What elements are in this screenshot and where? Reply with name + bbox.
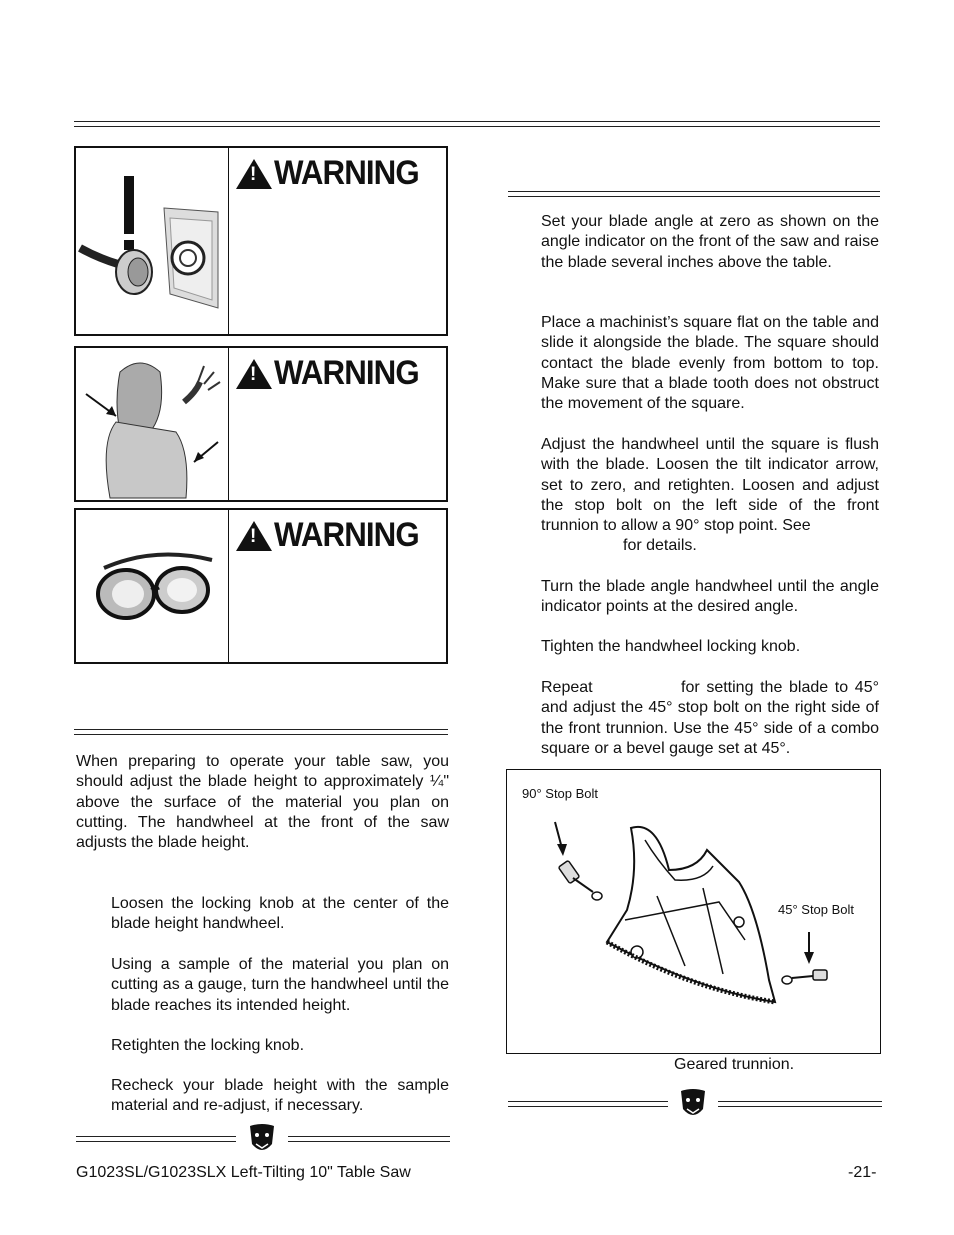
warning-triangle-icon: ! — [236, 521, 272, 551]
geared-trunnion-drawing — [507, 770, 879, 1052]
warning-triangle-icon: ! — [236, 159, 272, 189]
right-step-4: Turn the blade angle handwheel until the angle indicator points at the desired angle. — [541, 578, 879, 616]
warning-header: ! WARNING — [236, 516, 431, 555]
end-divider-left — [76, 1130, 450, 1154]
right-step-2: Place a machinist’s square flat on the table and slide it alongside the blade. The square should contact the blade evenly from bottom to top. Make sure that a blade tooth does not obstruct the movement of the square. — [541, 314, 879, 413]
end-divider-right — [508, 1095, 882, 1119]
safety-glasses-icon — [84, 540, 224, 630]
right-step-3: Adjust the handwheel until the square is flush with the blade. Loosen the tilt indicator arrow, set to zero, and retighten. Loosen and adjust the stop bolt on the left side of the front trunnion to allow a 90° stop point. See — [541, 436, 879, 535]
figure-caption: Geared trunnion. — [674, 1056, 795, 1073]
footer-title: G1023SL/G1023SLX Left-Tilting 10" Table Saw — [76, 1164, 411, 1181]
warning-box-glasses — [74, 508, 448, 664]
trunnion-figure — [506, 769, 881, 1054]
warning-triangle-icon: ! — [236, 359, 272, 389]
warning-header: ! WARNING — [236, 354, 431, 393]
right-step-6: for setting the blade to 45° and adjust the 45° stop bolt on the right side of the front trunnion. Use the 45° side of a combo square or a bevel gauge set at 45°. — [541, 679, 879, 757]
right-step-5: Tighten the handwheel locking knob. — [541, 638, 801, 655]
left-step-2: Using a sample of the material you plan on cutting as a gauge, turn the handwheel until the blade reaches its intended height. — [111, 956, 449, 1014]
label-45-stop-bolt: 45° Stop Bolt — [778, 902, 855, 917]
page-number: -21- — [848, 1164, 877, 1181]
right-step-3-cont: for details. — [623, 537, 697, 554]
left-step-4: Recheck your blade height with the sample material and re-adjust, if necessary. — [111, 1077, 449, 1115]
top-rule — [74, 121, 880, 127]
grizzly-bear-logo-icon — [247, 1122, 277, 1156]
section-rule-right — [508, 191, 880, 197]
warning-box-hair — [74, 346, 448, 502]
long-hair-hazard-icon — [80, 352, 226, 500]
grizzly-bear-logo-icon — [678, 1087, 708, 1121]
left-step-1: Loosen the locking knob at the center of the blade height handwheel. — [111, 895, 449, 933]
right-step-6-lead: Repeat — [541, 679, 593, 696]
label-90-stop-bolt: 90° Stop Bolt — [522, 786, 599, 801]
warning-box-power — [74, 146, 448, 336]
warning-header: ! WARNING — [236, 154, 431, 193]
left-step-3: Retighten the locking knob. — [111, 1037, 305, 1054]
blade-height-intro: When preparing to operate your table saw, you should adjust the blade height to approximately ¼" above the surface of the material you plan on cutting. The handwheel at the front of the saw adjusts the blade height. — [76, 753, 449, 852]
right-step-1: Set your blade angle at zero as shown on the angle indicator on the front of the saw and raise the blade several inches above the table. — [541, 213, 879, 271]
power-plug-outlet-icon — [78, 168, 226, 328]
section-rule-left — [74, 729, 448, 735]
